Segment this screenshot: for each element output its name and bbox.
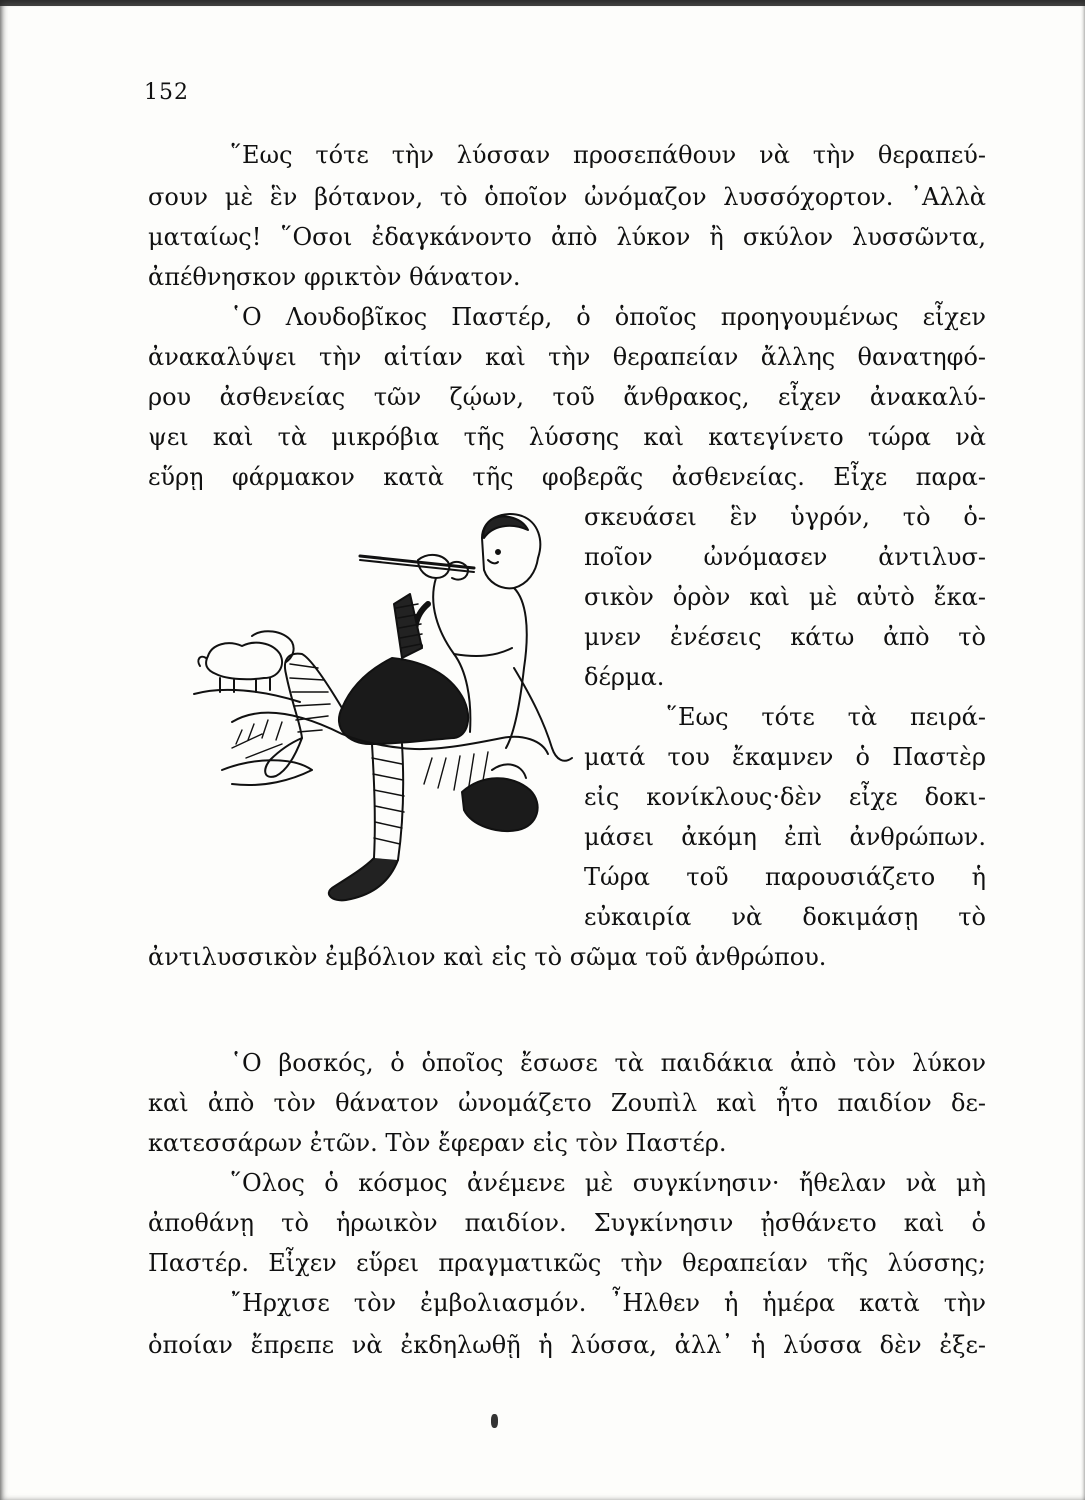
- ink-speck: [491, 1414, 498, 1428]
- text-line: σουν μὲ ἓν βότανον, τὸ ὁποῖον ὠνόμαζον λυσσόχορτον. ᾿Αλλὰ: [148, 183, 986, 211]
- text-line: δέρμα.: [584, 663, 665, 691]
- text-line: εἰς κονίκλους·δὲν εἶχε δοκι-: [584, 783, 986, 811]
- text-line: σκευάσει ἓν ὑγρόν, τὸ ὁ-: [584, 503, 986, 531]
- text-line: ρου ἀσθενείας τῶν ζῴων, τοῦ ἄνθρακος, εἶχεν ἀνακαλύ-: [148, 383, 986, 411]
- text-line: ἀποθάνῃ τὸ ἡρωικὸν παιδίον. Συγκίνησιν ᾐσθάνετο καὶ ὁ: [148, 1209, 986, 1237]
- text-line: ἀπέθνησκον φρικτὸν θάνατον.: [148, 263, 521, 291]
- text-line: ῞Εως τότε τὰ πειρά-: [666, 703, 986, 731]
- text-line: Παστέρ. Εἶχεν εὕρει πραγματικῶς τὴν θεραπείαν τῆς λύσσης;: [148, 1249, 986, 1277]
- text-line: καὶ ἀπὸ τὸν θάνατον ὠνομάζετο Ζουπὶλ καὶ ἦτο παιδίον δε-: [148, 1089, 986, 1117]
- text-line: ὁποίαν ἔπρεπε νὰ ἐκδηλωθῇ ἡ λύσσα, ἀλλ᾿ ἡ λύσσα δὲν ἐξε-: [148, 1331, 986, 1359]
- text-line: ῞Εως τότε τὴν λύσσαν προσεπάθουν νὰ τὴν θεραπεύ-: [230, 141, 986, 169]
- text-line: ματά του ἔκαμνεν ὁ Παστὲρ: [584, 743, 986, 771]
- text-line: μνεν ἐνέσεις κάτω ἀπὸ τὸ: [584, 623, 986, 651]
- page-number: 152: [144, 80, 189, 105]
- text-line: ἀνακαλύψει τὴν αἰτίαν καὶ τὴν θεραπείαν ἄλλης θανατηφό-: [148, 343, 986, 371]
- text-line: εὕρῃ φάρμακον κατὰ τῆς φοβερᾶς ἀσθενείας. Εἶχε παρα-: [148, 463, 986, 491]
- text-line: κατεσσάρων ἐτῶν. Τὸν ἔφεραν εἰς τὸν Παστέρ.: [148, 1129, 727, 1157]
- text-line: σικὸν ὀρὸν καὶ μὲ αὐτὸ ἔκα-: [584, 583, 986, 611]
- text-line: μάσει ἀκόμη ἐπὶ ἀνθρώπων.: [584, 823, 986, 851]
- text-line: ματαίως! ῞Οσοι ἐδαγκάνοντο ἀπὸ λύκον ἢ σκύλον λυσσῶντα,: [148, 223, 986, 251]
- text-line: Τώρα τοῦ παρουσιάζετο ἡ: [584, 863, 986, 891]
- text-line: ῞Ολος ὁ κόσμος ἀνέμενε μὲ συγκίνησιν· ἤθελαν νὰ μὴ: [230, 1169, 986, 1197]
- text-line: ψει καὶ τὰ μικρόβια τῆς λύσσης καὶ κατεγίνετο τώρα νὰ: [148, 423, 986, 451]
- text-line: εὐκαιρία νὰ δοκιμάσῃ τὸ: [584, 903, 986, 931]
- text-line: ῾Ο Λουδοβῖκος Παστέρ, ὁ ὁποῖος προηγουμένως εἶχεν: [230, 303, 986, 331]
- text-line: ῾Ο βοσκός, ὁ ὁποῖος ἔσωσε τὰ παιδάκια ἀπὸ τὸν λύκον: [230, 1049, 986, 1077]
- text-line: ἀντιλυσσικὸν ἐμβόλιον καὶ εἰς τὸ σῶμα τοῦ ἀνθρώπου.: [148, 943, 827, 971]
- shepherd-boy-playing-flute-illustration: [192, 508, 582, 920]
- text-line: ῎Ηρχισε τὸν ἐμβολιασμόν. ῏Ηλθεν ἡ ἡμέρα κατὰ τὴν: [230, 1289, 986, 1317]
- scan-edge-shadow: [0, 0, 1085, 6]
- text-line: ποῖον ὠνόμασεν ἀντιλυσ-: [584, 543, 986, 571]
